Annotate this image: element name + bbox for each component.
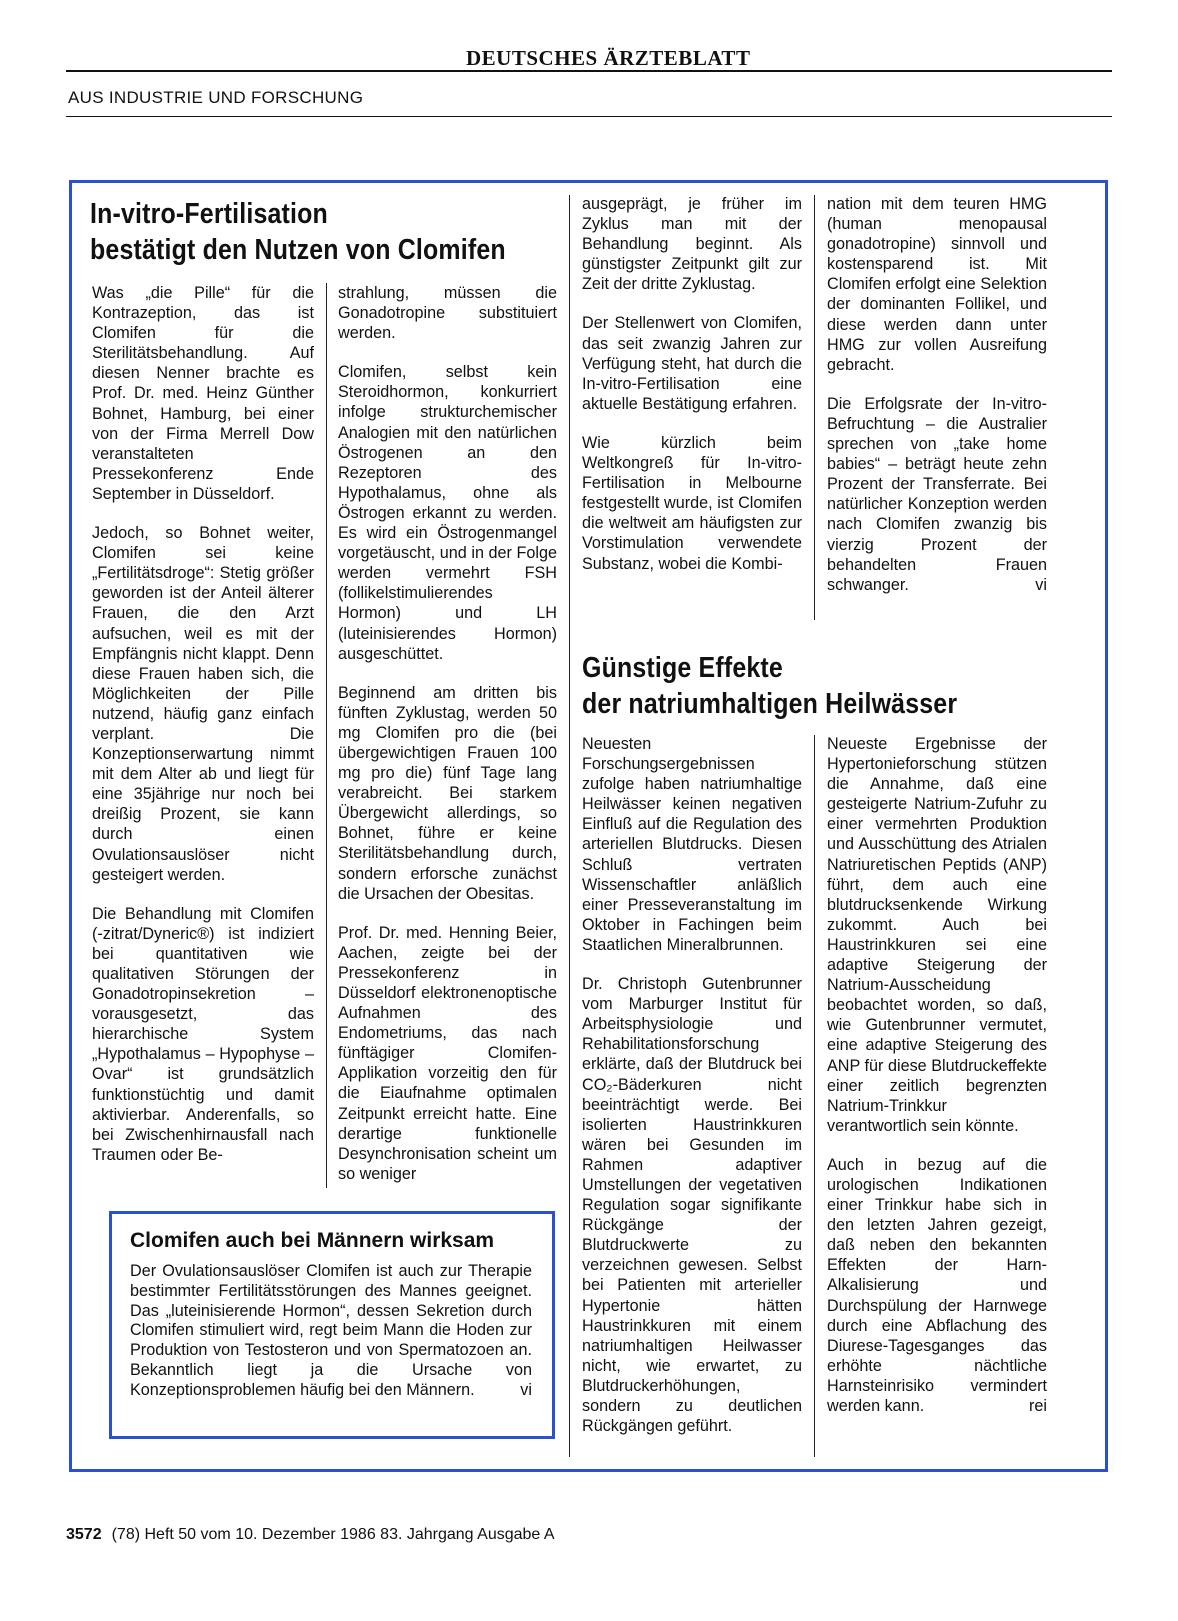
paragraph [827,394,1047,595]
article2-column-1 [582,734,802,1436]
article2-headline-line2: der natriumhaltigen Heilwässer [582,688,958,720]
paragraph: Der Stellenwert von Clomifen, das seit zwanzig Jahren zur Verfügung steht, hat durch die In-vitro-Fertilisation eine aktuelle Bestätigung erfahren. [582,314,802,413]
author-signature: rei [1029,1397,1047,1415]
box-title: Clomifen auch bei Männern wirksam [130,1229,495,1252]
article1-column-2 [338,283,557,1184]
article1-column-3 [582,194,802,574]
page-number: 3572 [66,1526,102,1543]
masthead-title: DEUTSCHES ÄRZTEBLATT [466,46,751,70]
box-text [130,1262,532,1401]
article1-column-1 [92,283,314,1165]
article2-headline [582,650,957,722]
column-divider [814,735,815,1457]
article1-headline-line2: bestätigt den Nutzen von Clomifen [90,234,506,266]
author-signature: vi [1035,575,1047,594]
paragraph: Prof. Dr. med. Henning Beier, Aachen, zeigte bei der Pressekonferenz in Düsseldorf elektronenoptische Aufnahmen des Endometriums, das nach fünftägiger Clomifen-Applikation vorzeitig den für die Eiaufnahme optimalen Zeitpunkt erreicht hatte. Eine derartige funktionelle Desynchronisation scheint um so weniger [338,923,557,1183]
article1-headline-line1: In-vitro-Fertilisation [90,198,328,230]
section-rule [66,116,1112,117]
paragraph: ausgeprägt, je früher im Zyklus man mit der Behandlung beginnt. Als günstigster Zeitpunkt gilt zur Zeit der dritte Zyklustag. [582,195,802,294]
paragraph: nation mit dem teuren HMG (human menopausal gonadotropine) sinnvoll und kostensparend ist. Mit Clomifen erfolgt eine Selektion der dominanten Follikel, und diese werden dann unter HMG zur vollen Ausreifung gebracht. [827,195,1047,374]
masthead [66,40,1112,72]
section-label: AUS INDUSTRIE UND FORSCHUNG [68,88,364,107]
page-footer [66,1526,555,1544]
paragraph-text: Auch in bezug auf die urologischen Indikationen einer Trinkkur habe sich in den letzten Jahren gezeigt, daß neben den bekannten Effekten der Harn-Alkalisierung und Durchspülung der Harnwege durch eine Abflachung des Diurese-Tagesganges das erhöhte nächtliche Harnsteinrisiko vermindert werden kann. [827,1155,1047,1415]
paragraph: Neuesten Forschungsergebnissen zufolge haben natriumhaltige Heilwässer keinen negativen Einfluß auf die Regulation des arteriellen Blutdrucks. Diesen Schluß vertraten Wissenschaftler anläßlich einer Presseveranstaltung im Oktober in Fachingen beim Staatlichen Mineralbrunnen. [582,735,802,954]
paragraph: Jedoch, so Bohnet weiter, Clomifen sei keine „Fertilitätsdroge“: Stetig größer geworden ist der Anteil älterer Frauen, die den Arzt aufsuchen, weil es mit der Empfängnis nicht klappt. Denn diese Frauen haben sich, die Möglichkeiten der Pille nutzend, häufig ganz einfach verplant. Die Konzeptionserwartung nimmt mit dem Alter ab und liegt für eine 35jährige nur noch bei dreißig Prozent, sie kann durch einen Ovulationsauslöser nicht gesteigert werden. [92,524,314,884]
paragraph: Die Behandlung mit Clomifen (-zitrat/Dyneric®) ist indiziert bei quantitativen wie qualitativen Störungen der Gonadotropinsekretion – vorausgesetzt, das hierarchische System „Hypothalamus – Hypophyse – Ovar“ ist grundsätzlich funktionstüchtig und damit aktivierbar. Anderenfalls, so bei Zwischenhirnausfall nach Traumen oder Be- [92,904,314,1164]
sidebar-box [109,1211,555,1439]
column-divider [326,283,327,1188]
paragraph: Neueste Ergebnisse der Hypertonieforschung stützen die Annahme, daß eine gesteigerte Natrium-Zufuhr zu einer vermehrten Produktion und Ausschüttung des Atrialen Natriuretischen Peptids (ANP) führt, dem auch eine blutdrucksenkende Wirkung zukommt. Auch bei Haustrinkkuren sei eine adaptive Steigerung der Natrium-Ausscheidung beobachtet worden, so daß, wie Gutenbrunner vermutet, eine adaptive Steigerung des ANP für diese Blutdruckeffekte einer zeitlich begrenzten Natrium-Trinkkur verantwortlich sein könnte. [827,735,1047,1135]
paragraph: strahlung, müssen die Gonadotropine substituiert werden. [338,284,557,343]
article1-headline [90,196,506,268]
article2-column-2 [827,734,1047,1416]
paragraph: Clomifen, selbst kein Steroidhormon, konkurriert infolge strukturchemischer Analogien mit den natürlichen Östrogenen an den Rezeptoren des Hypothalamus, ohne als Östrogen erkannt zu werden. Es wird ein Östrogenmangel vorgetäuscht, und in der Folge werden vermehrt FSH (follikelstimulierendes Hormon) und LH (luteinisierendes Hormon) ausgeschüttet. [338,363,557,663]
article2-headline-line1: Günstige Effekte [582,652,783,684]
issue-info: (78) Heft 50 vom 10. Dezember 1986 83. Jahrgang Ausgabe A [111,1526,555,1543]
column-divider [814,195,815,620]
paragraph [827,1155,1047,1416]
column-divider [569,195,570,1457]
paragraph-text: Die Erfolgsrate der In-vitro-Befruchtung – die Australier sprechen von „take home babies“ – beträgt heute zehn Prozent der Transferrate. Bei natürlicher Konzeption werden nach Clomifen zwanzig bis vierzig Prozent der behandelten Frauen schwanger. [827,394,1047,594]
paragraph: Beginnend am dritten bis fünften Zyklustag, werden 50 mg Clomifen pro die (bei übergewichtigen Frauen 100 mg pro die) fünf Tage lang verabreicht. Bei starkem Übergewicht allerdings, so Bohnet, führe er keine Sterilitätsbehandlung durch, sondern erforsche zunächst die Ursachen der Obesitas. [338,683,557,903]
paragraph: Wie kürzlich beim Weltkongreß für In-vitro-Fertilisation in Melbourne festgestellt wurde, ist Clomifen die weltweit am häufigsten zur Vorstimulation verwendete Substanz, wobei die Kombi- [582,433,802,573]
box-body: Der Ovulationsauslöser Clomifen ist auch zur Therapie bestimmter Fertilitätsstörungen des Mannes geeignet. Das „luteinisierende Hormon“, dessen Sekretion durch Clomifen stimuliert wird, regt beim Mann die Hoden zur Produktion von Testosteron und von Spermatozoen an. Bekanntlich liegt ja die Ursache von Konzeptionsproblemen häufig bei den Männern. [130,1262,532,1399]
article1-column-4 [827,194,1047,595]
paragraph: Was „die Pille“ für die Kontrazeption, das ist Clomifen für die Sterilitätsbehandlung. Auf diesen Nenner brachte es Prof. Dr. med. Heinz Günther Bohnet, Hamburg, bei einer von der Firma Merrell Dow veranstalteten Pressekonferenz Ende September in Düsseldorf. [92,284,314,503]
author-signature: vi [520,1380,532,1399]
paragraph: Dr. Christoph Gutenbrunner vom Marburger Institut für Arbeitsphysiologie und Rehabilitationsforschung erklärte, daß der Blutdruck bei CO₂-Bäderkuren nicht beeinträchtigt werde. Bei isolierten Haustrinkkuren wären bei Gesunden im Rahmen adaptiver Umstellungen der vegetativen Regulation sogar signifikante Rückgänge der Blutdruckwerte zu verzeichnen gewesen. Selbst bei Patienten mit arterieller Hypertonie hätten Haustrinkkuren mit einem natriumhaltigen Heilwasser nicht, wie erwartet, zu Blutdruckerhöhungen, sondern zu deutlichen Rückgängen geführt. [582,975,802,1436]
